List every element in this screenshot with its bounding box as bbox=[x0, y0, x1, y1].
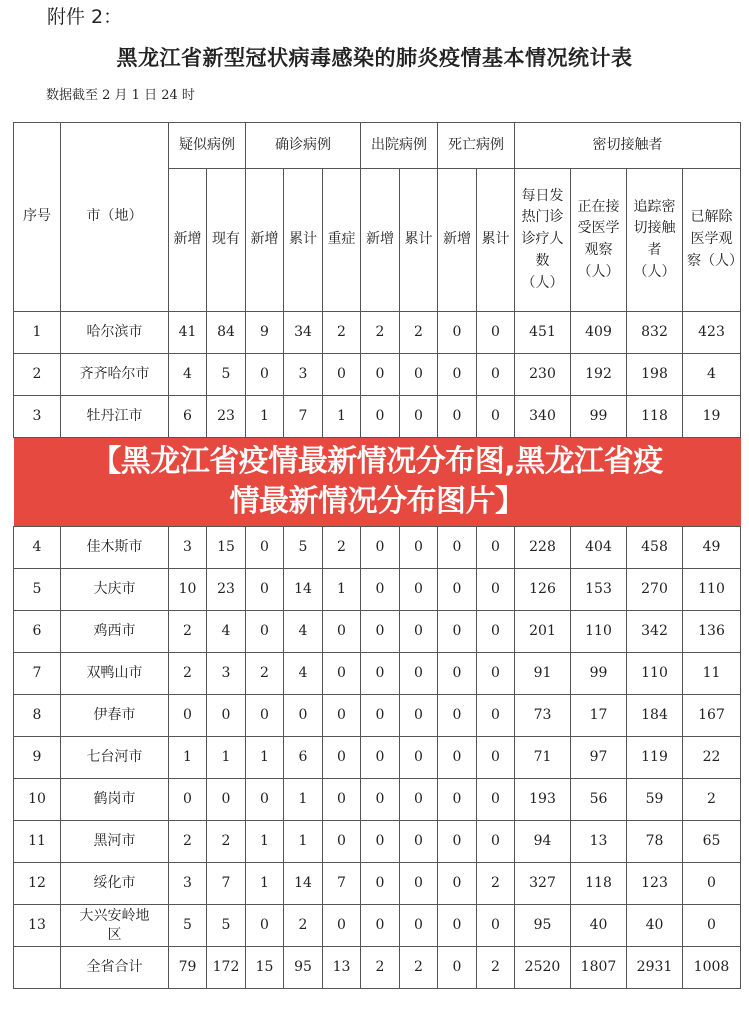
row-value: 0 bbox=[438, 396, 477, 438]
row-seq: 1 bbox=[14, 312, 61, 354]
table-row bbox=[14, 779, 741, 821]
row-value: 0 bbox=[400, 863, 438, 905]
row-value: 2 bbox=[361, 312, 400, 354]
table-row bbox=[14, 737, 741, 779]
table-row bbox=[14, 695, 741, 737]
row-value: 0 bbox=[683, 905, 741, 947]
row-value: 0 bbox=[438, 695, 477, 737]
row-value: 23 bbox=[207, 396, 246, 438]
row-value: 73 bbox=[515, 695, 571, 737]
row-value: 1 bbox=[207, 737, 246, 779]
row-value: 0 bbox=[323, 905, 361, 947]
row-value: 0 bbox=[683, 863, 741, 905]
row-value: 65 bbox=[683, 821, 741, 863]
row-value: 0 bbox=[323, 821, 361, 863]
row-value: 3 bbox=[169, 863, 207, 905]
row-value: 10 bbox=[169, 569, 207, 611]
row-value: 2 bbox=[683, 779, 741, 821]
row-value: 0 bbox=[361, 821, 400, 863]
row-value: 0 bbox=[477, 653, 515, 695]
table-row bbox=[14, 611, 741, 653]
row-value: 0 bbox=[207, 695, 246, 737]
overlay-banner bbox=[14, 438, 741, 527]
row-value: 2 bbox=[323, 312, 361, 354]
row-city: 大兴安岭地区 bbox=[61, 905, 169, 947]
row-city: 黑河市 bbox=[61, 821, 169, 863]
row-city: 全省合计 bbox=[61, 947, 169, 989]
row-value: 0 bbox=[361, 863, 400, 905]
table-row bbox=[14, 354, 741, 396]
row-value: 118 bbox=[571, 863, 627, 905]
row-value: 0 bbox=[438, 569, 477, 611]
row-value: 110 bbox=[627, 653, 683, 695]
row-value: 0 bbox=[477, 905, 515, 947]
subheader-2: 新增 bbox=[246, 169, 284, 312]
row-value: 0 bbox=[246, 779, 284, 821]
row-seq: 12 bbox=[14, 863, 61, 905]
row-value: 2931 bbox=[627, 947, 683, 989]
subheader-9: 每日发热门诊诊疗人数（人） bbox=[515, 169, 571, 312]
row-value: 91 bbox=[515, 653, 571, 695]
row-value: 5 bbox=[284, 527, 323, 569]
row-value: 0 bbox=[400, 821, 438, 863]
row-value: 0 bbox=[246, 569, 284, 611]
row-city: 佳木斯市 bbox=[61, 527, 169, 569]
row-value: 0 bbox=[246, 354, 284, 396]
subheader-10: 正在接受医学观察（人） bbox=[571, 169, 627, 312]
row-value: 0 bbox=[438, 863, 477, 905]
row-value: 17 bbox=[571, 695, 627, 737]
row-value: 2 bbox=[246, 653, 284, 695]
row-value: 0 bbox=[323, 354, 361, 396]
row-value: 0 bbox=[477, 396, 515, 438]
header-discharged: 出院病例 bbox=[361, 123, 438, 169]
row-value: 0 bbox=[477, 312, 515, 354]
row-value: 0 bbox=[400, 527, 438, 569]
row-value: 1 bbox=[169, 737, 207, 779]
row-value: 0 bbox=[246, 905, 284, 947]
row-value: 6 bbox=[169, 396, 207, 438]
row-value: 3 bbox=[284, 354, 323, 396]
row-seq: 13 bbox=[14, 905, 61, 947]
row-value: 0 bbox=[361, 737, 400, 779]
row-value: 0 bbox=[361, 653, 400, 695]
document-title: 黑龙江省新型冠状病毒感染的肺炎疫情基本情况统计表 bbox=[116, 46, 633, 70]
row-value: 2 bbox=[477, 947, 515, 989]
row-value: 0 bbox=[207, 779, 246, 821]
row-value: 0 bbox=[323, 653, 361, 695]
row-seq: 11 bbox=[14, 821, 61, 863]
row-city: 鸡西市 bbox=[61, 611, 169, 653]
row-value: 59 bbox=[627, 779, 683, 821]
header-seq: 序号 bbox=[14, 123, 61, 312]
table-row bbox=[14, 863, 741, 905]
row-value: 0 bbox=[323, 611, 361, 653]
row-value: 0 bbox=[477, 354, 515, 396]
row-value: 458 bbox=[627, 527, 683, 569]
attachment-label: 附件 2： bbox=[47, 6, 123, 28]
row-value: 99 bbox=[571, 396, 627, 438]
row-value: 0 bbox=[361, 354, 400, 396]
row-value: 13 bbox=[571, 821, 627, 863]
row-value: 2 bbox=[169, 611, 207, 653]
table-row bbox=[14, 653, 741, 695]
row-value: 118 bbox=[627, 396, 683, 438]
row-value: 0 bbox=[361, 779, 400, 821]
statistics-table bbox=[13, 122, 741, 989]
row-value: 0 bbox=[438, 653, 477, 695]
row-value: 2 bbox=[284, 905, 323, 947]
row-city: 七台河市 bbox=[61, 737, 169, 779]
row-value: 95 bbox=[284, 947, 323, 989]
row-value: 40 bbox=[627, 905, 683, 947]
row-value: 0 bbox=[438, 905, 477, 947]
row-value: 9 bbox=[246, 312, 284, 354]
table-row bbox=[14, 821, 741, 863]
row-value: 15 bbox=[246, 947, 284, 989]
row-value: 0 bbox=[400, 611, 438, 653]
row-value: 0 bbox=[323, 695, 361, 737]
banner-line-1: 【黑龙江省疫情最新情况分布图,黑龙江省疫 bbox=[91, 444, 663, 479]
row-seq: 4 bbox=[14, 527, 61, 569]
row-value: 0 bbox=[477, 611, 515, 653]
header-city: 市（地） bbox=[61, 123, 169, 312]
row-value: 41 bbox=[169, 312, 207, 354]
row-value: 0 bbox=[361, 905, 400, 947]
row-value: 0 bbox=[438, 354, 477, 396]
row-value: 0 bbox=[284, 695, 323, 737]
row-value: 327 bbox=[515, 863, 571, 905]
table-row bbox=[14, 527, 741, 569]
row-value: 0 bbox=[400, 779, 438, 821]
row-city: 齐齐哈尔市 bbox=[61, 354, 169, 396]
total-row bbox=[14, 947, 741, 989]
table-row bbox=[14, 569, 741, 611]
row-value: 7 bbox=[284, 396, 323, 438]
row-value: 2 bbox=[169, 653, 207, 695]
row-value: 3 bbox=[207, 653, 246, 695]
row-value: 49 bbox=[683, 527, 741, 569]
row-value: 2 bbox=[207, 821, 246, 863]
row-value: 5 bbox=[169, 905, 207, 947]
row-seq: 6 bbox=[14, 611, 61, 653]
subheader-5: 新增 bbox=[361, 169, 400, 312]
row-value: 94 bbox=[515, 821, 571, 863]
row-value: 6 bbox=[284, 737, 323, 779]
row-value: 0 bbox=[438, 611, 477, 653]
row-seq: 5 bbox=[14, 569, 61, 611]
row-value: 56 bbox=[571, 779, 627, 821]
subheader-0: 新增 bbox=[169, 169, 207, 312]
row-seq bbox=[14, 947, 61, 989]
row-value: 451 bbox=[515, 312, 571, 354]
row-value: 404 bbox=[571, 527, 627, 569]
row-value: 0 bbox=[438, 821, 477, 863]
row-value: 4 bbox=[683, 354, 741, 396]
row-value: 0 bbox=[438, 527, 477, 569]
table-row bbox=[14, 905, 741, 947]
row-value: 84 bbox=[207, 312, 246, 354]
subheader-4: 重症 bbox=[323, 169, 361, 312]
row-value: 97 bbox=[571, 737, 627, 779]
row-value: 1008 bbox=[683, 947, 741, 989]
row-value: 0 bbox=[361, 695, 400, 737]
row-value: 192 bbox=[571, 354, 627, 396]
row-value: 228 bbox=[515, 527, 571, 569]
row-value: 0 bbox=[477, 527, 515, 569]
subheader-1: 现有 bbox=[207, 169, 246, 312]
header-confirmed: 确诊病例 bbox=[246, 123, 361, 169]
subheader-12: 已解除医学观察（人） bbox=[683, 169, 741, 312]
row-value: 95 bbox=[515, 905, 571, 947]
row-value: 193 bbox=[515, 779, 571, 821]
row-seq: 2 bbox=[14, 354, 61, 396]
banner-line-2: 情最新情况分布图片】 bbox=[229, 484, 525, 519]
row-value: 0 bbox=[400, 569, 438, 611]
row-city: 大庆市 bbox=[61, 569, 169, 611]
row-value: 0 bbox=[400, 354, 438, 396]
row-value: 0 bbox=[246, 695, 284, 737]
row-seq: 3 bbox=[14, 396, 61, 438]
row-value: 0 bbox=[438, 312, 477, 354]
row-value: 0 bbox=[246, 527, 284, 569]
row-city: 伊春市 bbox=[61, 695, 169, 737]
row-city: 哈尔滨市 bbox=[61, 312, 169, 354]
row-value: 110 bbox=[571, 611, 627, 653]
row-value: 40 bbox=[571, 905, 627, 947]
row-value: 1 bbox=[284, 779, 323, 821]
row-seq: 8 bbox=[14, 695, 61, 737]
row-value: 5 bbox=[207, 354, 246, 396]
row-value: 0 bbox=[361, 396, 400, 438]
row-value: 0 bbox=[361, 527, 400, 569]
row-value: 78 bbox=[627, 821, 683, 863]
row-value: 2 bbox=[400, 312, 438, 354]
row-value: 2 bbox=[400, 947, 438, 989]
row-value: 1807 bbox=[571, 947, 627, 989]
row-value: 342 bbox=[627, 611, 683, 653]
row-value: 0 bbox=[477, 779, 515, 821]
row-value: 11 bbox=[683, 653, 741, 695]
row-value: 2 bbox=[477, 863, 515, 905]
row-value: 0 bbox=[169, 695, 207, 737]
row-value: 2520 bbox=[515, 947, 571, 989]
row-value: 340 bbox=[515, 396, 571, 438]
row-value: 0 bbox=[323, 779, 361, 821]
row-value: 409 bbox=[571, 312, 627, 354]
row-value: 0 bbox=[361, 569, 400, 611]
row-value: 14 bbox=[284, 569, 323, 611]
row-value: 15 bbox=[207, 527, 246, 569]
row-value: 1 bbox=[246, 396, 284, 438]
row-value: 0 bbox=[477, 821, 515, 863]
row-value: 0 bbox=[400, 905, 438, 947]
subheader-7: 新增 bbox=[438, 169, 477, 312]
subheader-11: 追踪密切接触者（人） bbox=[627, 169, 683, 312]
row-value: 110 bbox=[683, 569, 741, 611]
row-value: 1 bbox=[323, 569, 361, 611]
row-value: 0 bbox=[400, 695, 438, 737]
row-value: 1 bbox=[246, 737, 284, 779]
row-value: 832 bbox=[627, 312, 683, 354]
row-value: 23 bbox=[207, 569, 246, 611]
row-value: 0 bbox=[400, 653, 438, 695]
row-value: 0 bbox=[477, 695, 515, 737]
row-value: 167 bbox=[683, 695, 741, 737]
banner-text-block bbox=[14, 438, 741, 526]
row-city: 牡丹江市 bbox=[61, 396, 169, 438]
subheader-6: 累计 bbox=[400, 169, 438, 312]
row-value: 172 bbox=[207, 947, 246, 989]
row-value: 22 bbox=[683, 737, 741, 779]
row-value: 136 bbox=[683, 611, 741, 653]
subheader-3: 累计 bbox=[284, 169, 323, 312]
row-value: 0 bbox=[438, 947, 477, 989]
row-value: 2 bbox=[361, 947, 400, 989]
row-value: 270 bbox=[627, 569, 683, 611]
row-value: 0 bbox=[169, 779, 207, 821]
row-value: 7 bbox=[323, 863, 361, 905]
header-close-contacts: 密切接触者 bbox=[515, 123, 741, 169]
row-value: 423 bbox=[683, 312, 741, 354]
row-value: 153 bbox=[571, 569, 627, 611]
row-value: 14 bbox=[284, 863, 323, 905]
row-value: 1 bbox=[284, 821, 323, 863]
row-value: 0 bbox=[361, 611, 400, 653]
row-value: 1 bbox=[246, 821, 284, 863]
row-value: 0 bbox=[400, 396, 438, 438]
row-value: 19 bbox=[683, 396, 741, 438]
row-value: 4 bbox=[207, 611, 246, 653]
row-value: 0 bbox=[438, 737, 477, 779]
row-city: 绥化市 bbox=[61, 863, 169, 905]
row-value: 0 bbox=[323, 737, 361, 779]
row-value: 0 bbox=[400, 737, 438, 779]
table-row bbox=[14, 396, 741, 438]
row-seq: 9 bbox=[14, 737, 61, 779]
row-value: 7 bbox=[207, 863, 246, 905]
row-value: 79 bbox=[169, 947, 207, 989]
row-value: 5 bbox=[207, 905, 246, 947]
row-value: 0 bbox=[477, 737, 515, 779]
header-suspected: 疑似病例 bbox=[169, 123, 246, 169]
row-value: 13 bbox=[323, 947, 361, 989]
row-value: 71 bbox=[515, 737, 571, 779]
banner-row bbox=[14, 438, 741, 527]
row-value: 230 bbox=[515, 354, 571, 396]
row-value: 0 bbox=[246, 611, 284, 653]
table-row bbox=[14, 312, 741, 354]
row-value: 4 bbox=[169, 354, 207, 396]
row-value: 0 bbox=[438, 779, 477, 821]
row-city: 鹤岗市 bbox=[61, 779, 169, 821]
row-value: 0 bbox=[477, 569, 515, 611]
row-value: 2 bbox=[169, 821, 207, 863]
row-value: 34 bbox=[284, 312, 323, 354]
row-value: 123 bbox=[627, 863, 683, 905]
row-value: 99 bbox=[571, 653, 627, 695]
row-seq: 10 bbox=[14, 779, 61, 821]
row-value: 198 bbox=[627, 354, 683, 396]
row-value: 184 bbox=[627, 695, 683, 737]
row-seq: 7 bbox=[14, 653, 61, 695]
row-value: 2 bbox=[323, 527, 361, 569]
row-value: 4 bbox=[284, 611, 323, 653]
row-value: 201 bbox=[515, 611, 571, 653]
row-value: 119 bbox=[627, 737, 683, 779]
row-value: 126 bbox=[515, 569, 571, 611]
row-value: 1 bbox=[246, 863, 284, 905]
row-value: 4 bbox=[284, 653, 323, 695]
row-value: 1 bbox=[323, 396, 361, 438]
data-cutoff-note: 数据截至 2 月 1 日 24 时 bbox=[46, 88, 195, 103]
subheader-8: 累计 bbox=[477, 169, 515, 312]
header-deaths: 死亡病例 bbox=[438, 123, 515, 169]
row-value: 3 bbox=[169, 527, 207, 569]
row-city: 双鸭山市 bbox=[61, 653, 169, 695]
